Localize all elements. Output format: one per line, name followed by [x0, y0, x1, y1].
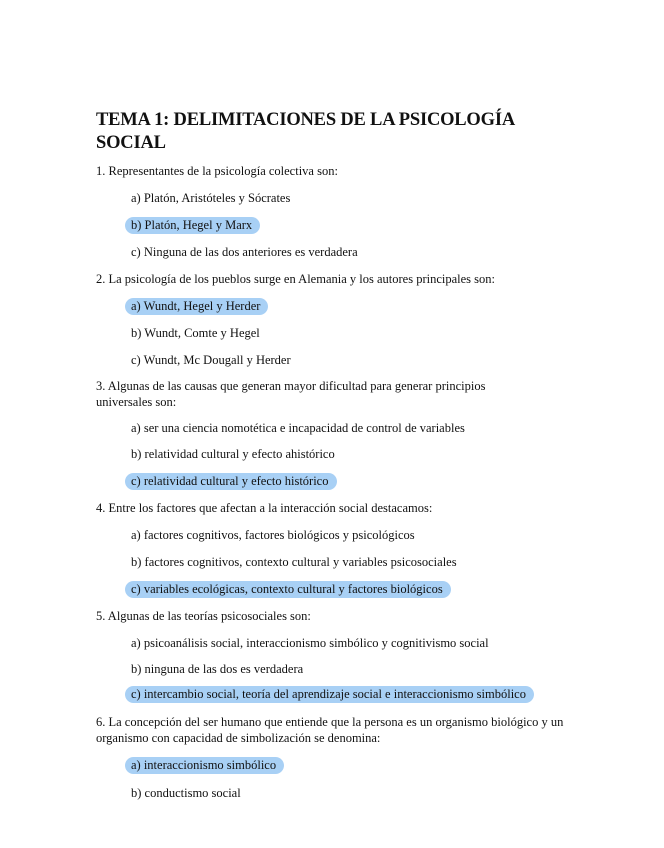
question-1-option-b-highlighted: b) Platón, Hegel y Marx — [125, 217, 260, 234]
question-4: 4. Entre los factores que afectan a la interacción social destacamos: — [96, 501, 433, 515]
question-2-option-b: b) Wundt, Comte y Hegel — [131, 326, 260, 340]
question-1: 1. Representantes de la psicología colectiva son: — [96, 164, 338, 178]
question-2-option-c: c) Wundt, Mc Dougall y Herder — [131, 353, 291, 367]
question-3-option-b: b) relatividad cultural y efecto ahistórico — [131, 447, 335, 461]
question-5-option-c-highlighted: c) intercambio social, teoría del aprendizaje social e interaccionismo simbólico — [125, 686, 534, 703]
question-3-option-a: a) ser una ciencia nomotética e incapacidad de control de variables — [131, 421, 465, 435]
question-5: 5. Algunas de las teorías psicosociales son: — [96, 609, 311, 623]
question-1-option-a: a) Platón, Aristóteles y Sócrates — [131, 191, 291, 205]
question-2: 2. La psicología de los pueblos surge en Alemania y los autores principales son: — [96, 272, 495, 286]
question-5-option-a: a) psicoanálisis social, interaccionismo simbólico y cognitivismo social — [131, 636, 489, 650]
question-3-option-c-highlighted: c) relatividad cultural y efecto histórico — [125, 473, 337, 490]
question-6-option-a-highlighted: a) interaccionismo simbólico — [125, 757, 284, 774]
question-4-option-c-highlighted: c) variables ecológicas, contexto cultural y factores biológicos — [125, 581, 451, 598]
question-4-option-b: b) factores cognitivos, contexto cultural y variables psicosociales — [131, 555, 457, 569]
page-title: TEMA 1: DELIMITACIONES DE LA PSICOLOGÍA SOCIAL — [96, 110, 514, 153]
question-4-option-a: a) factores cognitivos, factores biológicos y psicológicos — [131, 528, 415, 542]
question-5-option-b: b) ninguna de las dos es verdadera — [131, 662, 304, 676]
question-3: 3. Algunas de las causas que generan mayor dificultad para generar principios universales son: — [96, 379, 486, 409]
question-6: 6. La concepción del ser humano que entiende que la persona es un organismo biológico y un organismo con capacidad de simbolización se denomina: — [96, 715, 564, 745]
question-6-option-b: b) conductismo social — [131, 786, 241, 800]
question-2-option-a-highlighted: a) Wundt, Hegel y Herder — [125, 298, 268, 315]
question-1-option-c: c) Ninguna de las dos anteriores es verdadera — [131, 245, 358, 259]
